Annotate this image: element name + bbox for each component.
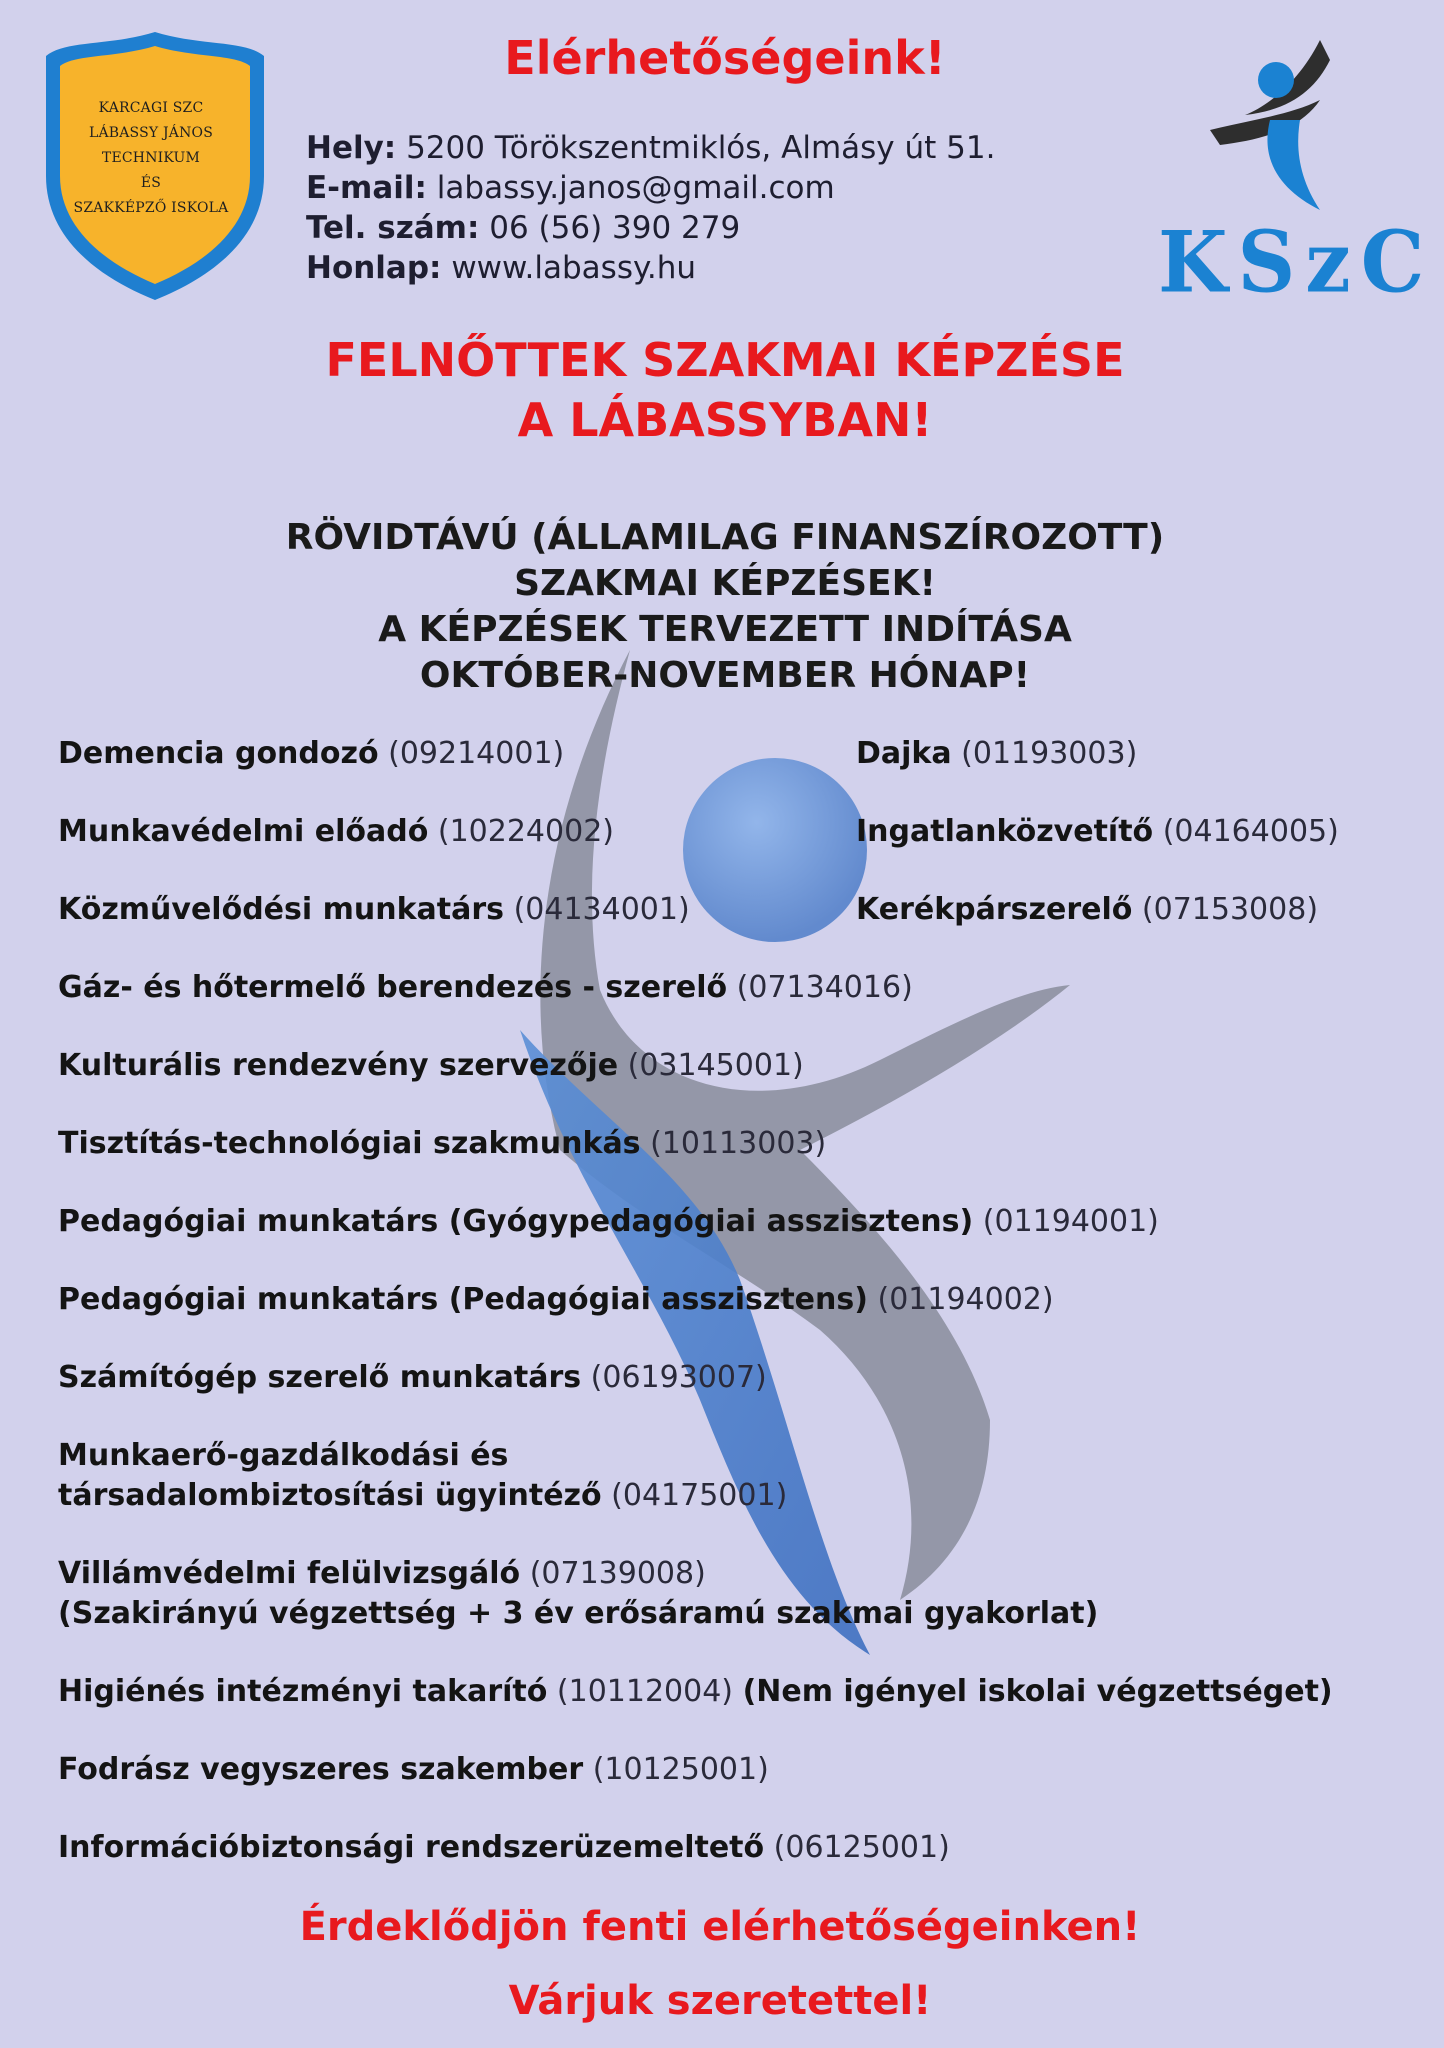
subheading-line: RÖVIDTÁVÚ (ÁLLAMILAG FINANSZÍROZOTT) <box>285 517 1165 558</box>
course-item <box>58 1750 769 1790</box>
course-code: (04175001) <box>611 1478 788 1513</box>
course-name: Demencia gondozó <box>58 736 379 771</box>
course-name: Tisztítás-technológiai szakmunkás <box>58 1126 641 1161</box>
course-name: Higiénés intézményi takarító <box>58 1674 548 1709</box>
contact-label: Honlap: <box>306 250 442 286</box>
course-name: Dajka <box>856 736 952 771</box>
course-note: (Nem igényel iskolai végzettséget) <box>742 1674 1333 1709</box>
contact-value: 06 (56) 390 279 <box>489 210 741 246</box>
course-item <box>58 1202 1159 1242</box>
course-name: Közművelődési munkatárs <box>58 892 505 927</box>
kszc-figure-logo-icon <box>1150 20 1410 220</box>
course-item <box>58 968 913 1008</box>
course-name: Ingatlanközvetítő <box>856 814 1154 849</box>
shield-line: LÁBASSY JÁNOS <box>88 125 214 141</box>
headline-line: FELNŐTTEK SZAKMAI KÉPZÉSE <box>325 333 1125 387</box>
course-item <box>58 812 614 852</box>
course-code: (06125001) <box>773 1830 950 1865</box>
course-code: (01194001) <box>982 1204 1159 1239</box>
course-name: Kerékpárszerelő <box>856 892 1133 927</box>
contact-value: 5200 Törökszentmiklós, Almásy út 51. <box>406 130 996 166</box>
course-item <box>58 1828 950 1868</box>
contact-website <box>306 248 995 288</box>
course-code: (04164005) <box>1162 814 1339 849</box>
course-code: (03145001) <box>627 1048 804 1083</box>
course-item <box>58 1554 1098 1634</box>
headline <box>220 330 1230 450</box>
course-item <box>58 1124 826 1164</box>
contact-label: Tel. szám: <box>306 210 480 246</box>
course-item <box>856 812 1339 852</box>
course-code: (01194002) <box>877 1282 1054 1317</box>
course-name: Fodrász vegyszeres szakember <box>58 1752 584 1787</box>
footer-greeting: Várjuk szeretettel! <box>508 1978 932 2024</box>
course-item <box>58 1280 1054 1320</box>
course-item <box>856 890 1318 930</box>
contact-phone <box>306 208 995 248</box>
course-code: (06193007) <box>590 1360 767 1395</box>
course-code: (04134001) <box>513 892 690 927</box>
course-code: (10112004) <box>556 1674 734 1709</box>
course-code: (10125001) <box>592 1752 769 1787</box>
course-name: Információbiztonsági rendszerüzemeltető <box>58 1830 765 1865</box>
shield-line: TECHNIKUM <box>101 150 201 166</box>
course-item <box>58 1046 804 1086</box>
course-code: (07134016) <box>736 970 913 1005</box>
contact-value[interactable]: www.labassy.hu <box>451 250 697 286</box>
course-item <box>58 1672 1333 1712</box>
contact-address <box>306 128 995 168</box>
contact-label: Hely: <box>306 130 397 166</box>
course-code: (09214001) <box>388 736 565 771</box>
contact-value[interactable]: labassy.janos@gmail.com <box>436 170 835 206</box>
course-item <box>58 1358 767 1398</box>
course-name: Számítógép szerelő munkatárs <box>58 1360 582 1395</box>
headline-line: A LÁBASSYBAN! <box>517 393 933 447</box>
contact-block <box>306 128 995 288</box>
contact-label: E-mail: <box>306 170 427 206</box>
kszc-logo-text: KSzC <box>1158 212 1435 312</box>
shield-line: ÉS <box>140 175 162 191</box>
subheading <box>150 515 1300 699</box>
course-name: Munkaerő-gazdálkodási és <box>58 1438 509 1473</box>
course-code: (07139008) <box>529 1556 706 1591</box>
course-item <box>58 1436 787 1516</box>
course-name: Gáz- és hőtermelő berendezés - szerelő <box>58 970 728 1005</box>
course-item <box>58 890 690 930</box>
course-code: (10224002) <box>437 814 614 849</box>
course-name: társadalombiztosítási ügyintéző <box>58 1478 602 1513</box>
subheading-line: OKTÓBER-NOVEMBER HÓNAP! <box>419 655 1031 696</box>
course-code: (01193003) <box>961 736 1138 771</box>
course-note: (Szakirányú végzettség + 3 év erősáramú szakmai gyakorlat) <box>58 1596 1099 1631</box>
course-code: (10113003) <box>650 1126 827 1161</box>
contact-email <box>306 168 995 208</box>
course-name: Pedagógiai munkatárs (Pedagógiai asszisztens) <box>58 1282 868 1317</box>
shield-line: KARCAGI SZC <box>98 100 204 116</box>
shield-line: SZAKKÉPZŐ ISKOLA <box>73 200 229 216</box>
subheading-line: A KÉPZÉSEK TERVEZETT INDÍTÁSA <box>378 609 1072 650</box>
course-name: Villámvédelmi felülvizsgáló <box>58 1556 521 1591</box>
footer-call-to-action: Érdeklődjön fenti elérhetőségeinken! <box>299 1904 1141 1950</box>
contact-title: Elérhetőségeink! <box>504 31 946 85</box>
course-code: (07153008) <box>1141 892 1319 927</box>
course-item <box>856 734 1137 774</box>
subheading-line: SZAKMAI KÉPZÉSEK! <box>514 563 936 604</box>
course-item <box>58 734 564 774</box>
school-shield-text <box>66 96 236 221</box>
course-name: Munkavédelmi előadó <box>58 814 429 849</box>
course-name: Pedagógiai munkatárs (Gyógypedagógiai asszisztens) <box>58 1204 974 1239</box>
course-name: Kulturális rendezvény szervezője <box>58 1048 619 1083</box>
